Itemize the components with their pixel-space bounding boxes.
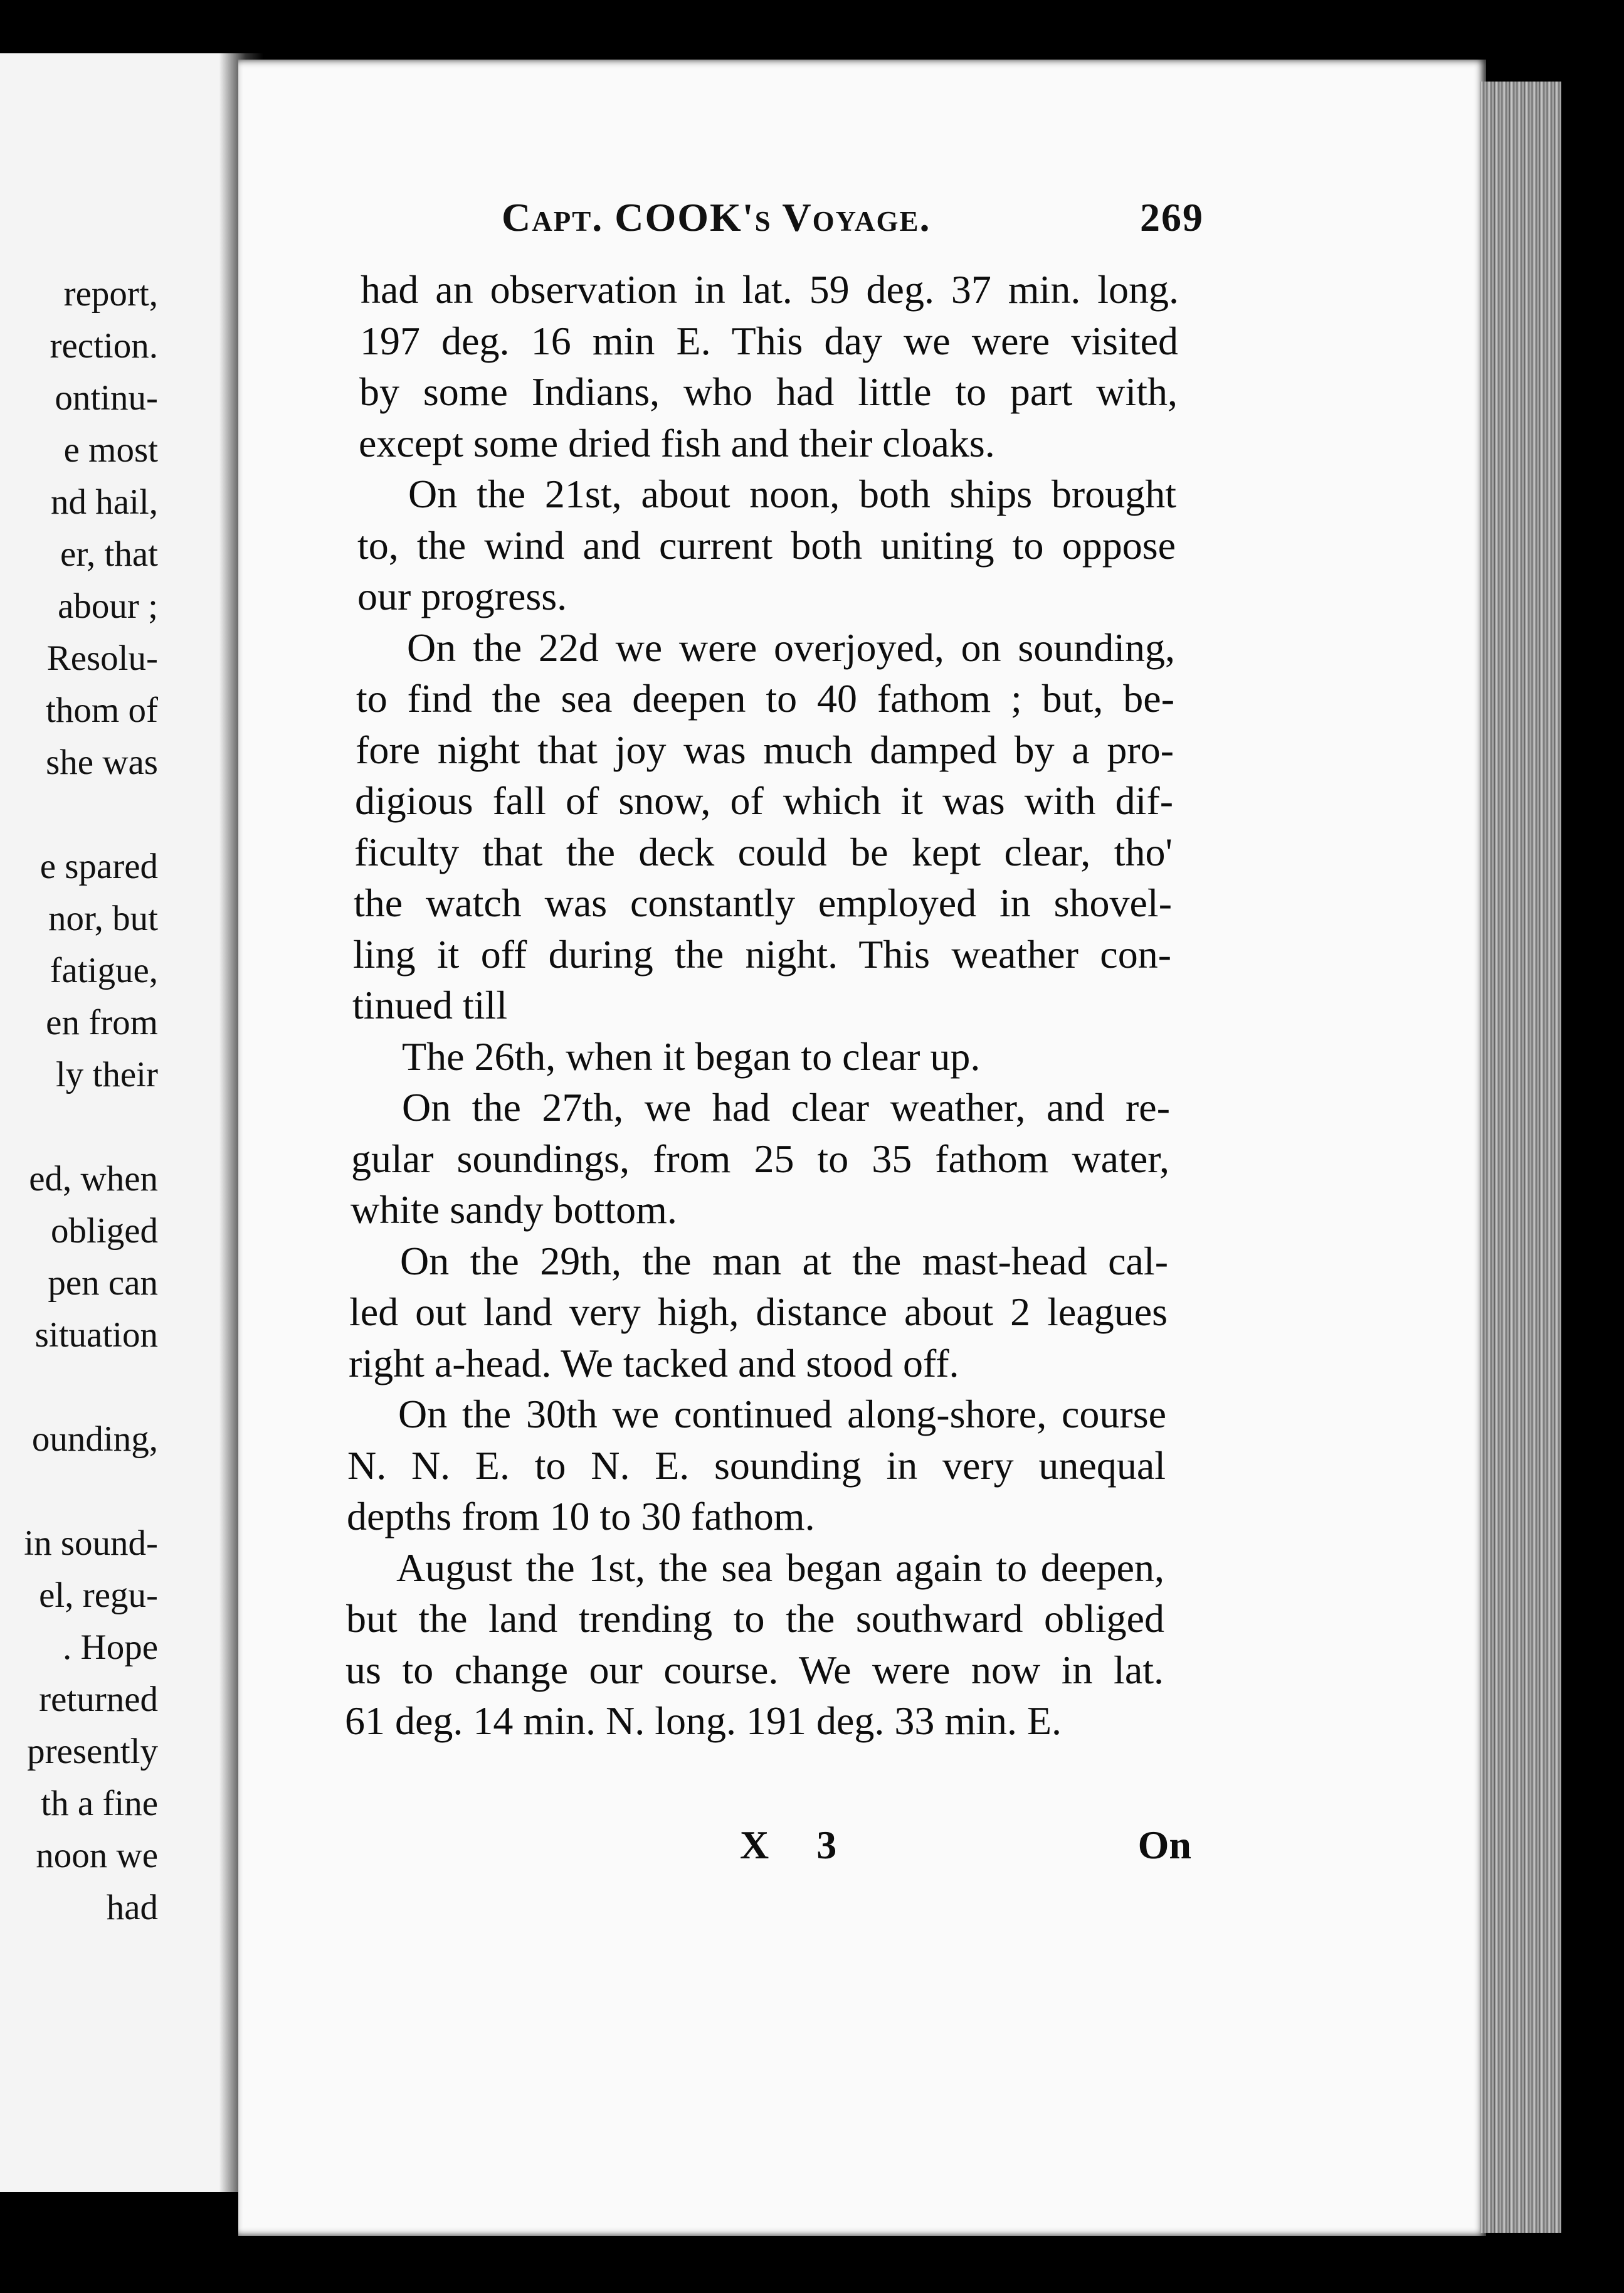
text-line: 197 deg. 16 min E. This day we were visited bbox=[360, 319, 1178, 363]
text-line: but the land trending to the southward obliged bbox=[346, 1596, 1164, 1641]
catchword: On bbox=[1137, 1823, 1191, 1867]
text-line: ficulty that the deck could be kept clear, tho' bbox=[354, 830, 1173, 874]
left-page-line: in sound- bbox=[24, 1523, 158, 1563]
left-page-line: had bbox=[106, 1888, 158, 1927]
left-page-line: en from bbox=[46, 1003, 158, 1042]
text-line: On the 22d we were overjoyed, on sounding, bbox=[407, 625, 1175, 670]
text-line: ling it off during the night. This weather con- bbox=[353, 932, 1171, 977]
text-line: On the 27th, we had clear weather, and re- bbox=[402, 1085, 1170, 1130]
text-line: tinued till bbox=[352, 983, 508, 1027]
running-header bbox=[502, 194, 1204, 245]
text-line: N. N. E. to N. E. sounding in very unequal bbox=[347, 1443, 1166, 1488]
text-line: The 26th, when it began to clear up. bbox=[402, 1034, 981, 1079]
text-line: to find the sea deepen to 40 fathom ; but, be- bbox=[356, 676, 1174, 721]
left-page-line: ly their bbox=[55, 1055, 158, 1094]
left-page-line: obliged bbox=[51, 1211, 158, 1251]
text-line: fore night that joy was much damped by a pro- bbox=[356, 728, 1174, 772]
left-page-line: ed, when bbox=[29, 1159, 158, 1199]
text-line: gular soundings, from 25 to 35 fathom water, bbox=[351, 1136, 1169, 1181]
left-page-line: noon we bbox=[36, 1836, 158, 1875]
left-page-line: el, regu- bbox=[39, 1575, 158, 1615]
text-line: led out land very high, distance about 2 leagues bbox=[349, 1289, 1168, 1334]
left-page-line: report, bbox=[63, 274, 158, 314]
left-page-line: e most bbox=[63, 430, 158, 470]
left-page-line: rection. bbox=[50, 326, 158, 366]
text-line: digious fall of snow, of which it was with dif- bbox=[355, 778, 1173, 823]
left-page-line: er, that bbox=[60, 534, 158, 574]
text-line: to, the wind and current both uniting to oppose bbox=[357, 523, 1176, 568]
left-page-line: . Hope bbox=[63, 1628, 158, 1667]
left-page-line: presently bbox=[27, 1732, 158, 1771]
text-line: right a-head. We tacked and stood off. bbox=[349, 1341, 959, 1385]
text-line: August the 1st, the sea began again to deepen, bbox=[396, 1545, 1164, 1590]
text-line: 61 deg. 14 min. N. long. 191 deg. 33 min. E. bbox=[345, 1698, 1062, 1743]
text-line: depths from 10 to 30 fathom. bbox=[347, 1494, 815, 1538]
left-page-line: she was bbox=[46, 743, 158, 782]
text-line: white sandy bottom. bbox=[351, 1187, 677, 1232]
left-page-line: nd hail, bbox=[51, 482, 158, 522]
left-page-line: thom of bbox=[46, 691, 158, 730]
left-page-line: returned bbox=[39, 1680, 158, 1719]
book-fore-edge bbox=[1480, 82, 1574, 2233]
left-page-line: e spared bbox=[40, 847, 158, 886]
left-page-line: ontinu- bbox=[55, 378, 158, 418]
text-line: had an observation in lat. 59 deg. 37 min. long. bbox=[361, 267, 1179, 312]
text-line: On the 21st, about noon, both ships brought bbox=[408, 472, 1176, 516]
left-page-fragment bbox=[0, 53, 238, 2192]
background-edge bbox=[1561, 82, 1624, 2293]
page-number: 269 bbox=[1140, 195, 1204, 240]
signature-mark: X 3 bbox=[740, 1823, 856, 1867]
text-line: us to change our course. We were now in lat. bbox=[345, 1648, 1164, 1692]
left-page-line: nor, but bbox=[48, 899, 158, 938]
left-page-line: abour ; bbox=[58, 586, 158, 626]
text-line: the watch was constantly employed in shovel- bbox=[354, 881, 1172, 925]
left-page-line: fatigue, bbox=[50, 951, 158, 990]
text-line: except some dried fish and their cloaks. bbox=[359, 421, 995, 465]
left-page-line: pen can bbox=[48, 1263, 158, 1303]
text-line: by some Indians, who had little to part with, bbox=[359, 369, 1178, 414]
left-page-line: situation bbox=[34, 1315, 158, 1355]
left-page-line: ounding, bbox=[31, 1419, 158, 1459]
left-page-line: th a fine bbox=[41, 1784, 158, 1823]
text-line: On the 29th, the man at the mast-head cal- bbox=[400, 1239, 1168, 1283]
left-page-line: Resolu- bbox=[46, 638, 158, 678]
running-title: Capt. COOK's Voyage. bbox=[502, 195, 931, 240]
text-line: our progress. bbox=[357, 574, 567, 618]
page-footer bbox=[740, 1822, 1191, 1872]
text-line: On the 30th we continued along-shore, course bbox=[398, 1392, 1166, 1436]
